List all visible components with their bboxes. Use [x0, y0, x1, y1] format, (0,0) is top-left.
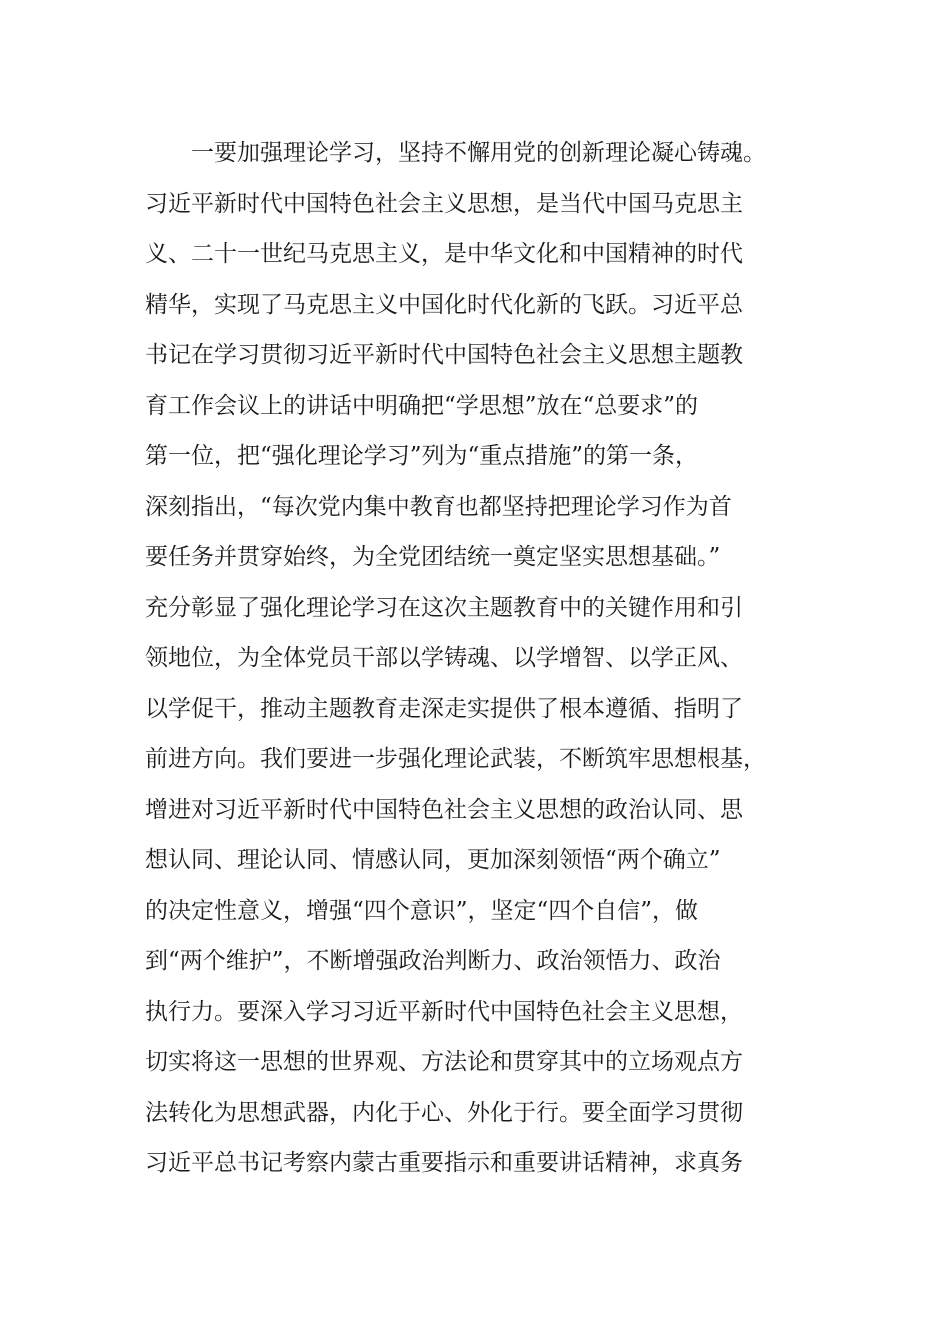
text-line-1: 一要加强理论学习，坚持不懈用党的创新理论凝心铸魂。 — [145, 140, 766, 166]
text-line-9: 要任务并贯穿始终，为全党团结统一奠定坚实思想基础。” — [145, 544, 721, 570]
text-line-21: 习近平总书记考察内蒙古重要指示和重要讲话精神，求真务 — [145, 1150, 743, 1176]
text-line-18: 执行力。要深入学习习近平新时代中国特色社会主义思想， — [145, 998, 743, 1025]
text-line-2: 习近平新时代中国特色社会主义思想，是当代中国马克思主 — [145, 190, 743, 217]
text-line-7: 第一位，把“强化理论学习”列为“重点措施”的第一条， — [145, 443, 699, 469]
text-line-20: 法转化为思想武器，内化于心、外化于行。要全面学习贯彻 — [145, 1099, 743, 1126]
text-line-14: 增进对习近平新时代中国特色社会主义思想的政治认同、思 — [145, 796, 743, 823]
text-line-6: 育工作会议上的讲话中明确把“学思想”放在“总要求”的 — [145, 392, 699, 419]
text-line-17: 到“两个维护”，不断增强政治判断力、政治领悟力、政治 — [145, 948, 721, 974]
text-line-16: 的决定性意义，增强“四个意识”，坚定“四个自信”，做 — [145, 897, 699, 924]
text-line-10: 充分彰显了强化理论学习在这次主题教育中的关键作用和引 — [145, 594, 743, 621]
text-line-11: 领地位，为全体党员干部以学铸魂、以学增智、以学正风、 — [145, 645, 743, 671]
text-line-13: 前进方向。我们要进一步强化理论武装，不断筑牢思想根基， — [145, 746, 766, 772]
body-paragraph — [145, 128, 815, 1189]
text-line-12: 以学促干，推动主题教育走深走实提供了根本遵循、指明了 — [145, 695, 743, 722]
text-line-15: 想认同、理论认同、情感认同，更加深刻领悟“两个确立” — [145, 847, 721, 873]
text-line-3: 义、二十一世纪马克思主义，是中华文化和中国精神的时代 — [145, 241, 743, 267]
text-line-4: 精华，实现了马克思主义中国化时代化新的飞跃。习近平总 — [145, 291, 743, 318]
text-line-5: 书记在学习贯彻习近平新时代中国特色社会主义思想主题教 — [145, 342, 743, 368]
text-line-8: 深刻指出，“每次党内集中教育也都坚持把理论学习作为首 — [145, 493, 732, 520]
text-line-19: 切实将这一思想的世界观、方法论和贯穿其中的立场观点方 — [145, 1049, 743, 1075]
